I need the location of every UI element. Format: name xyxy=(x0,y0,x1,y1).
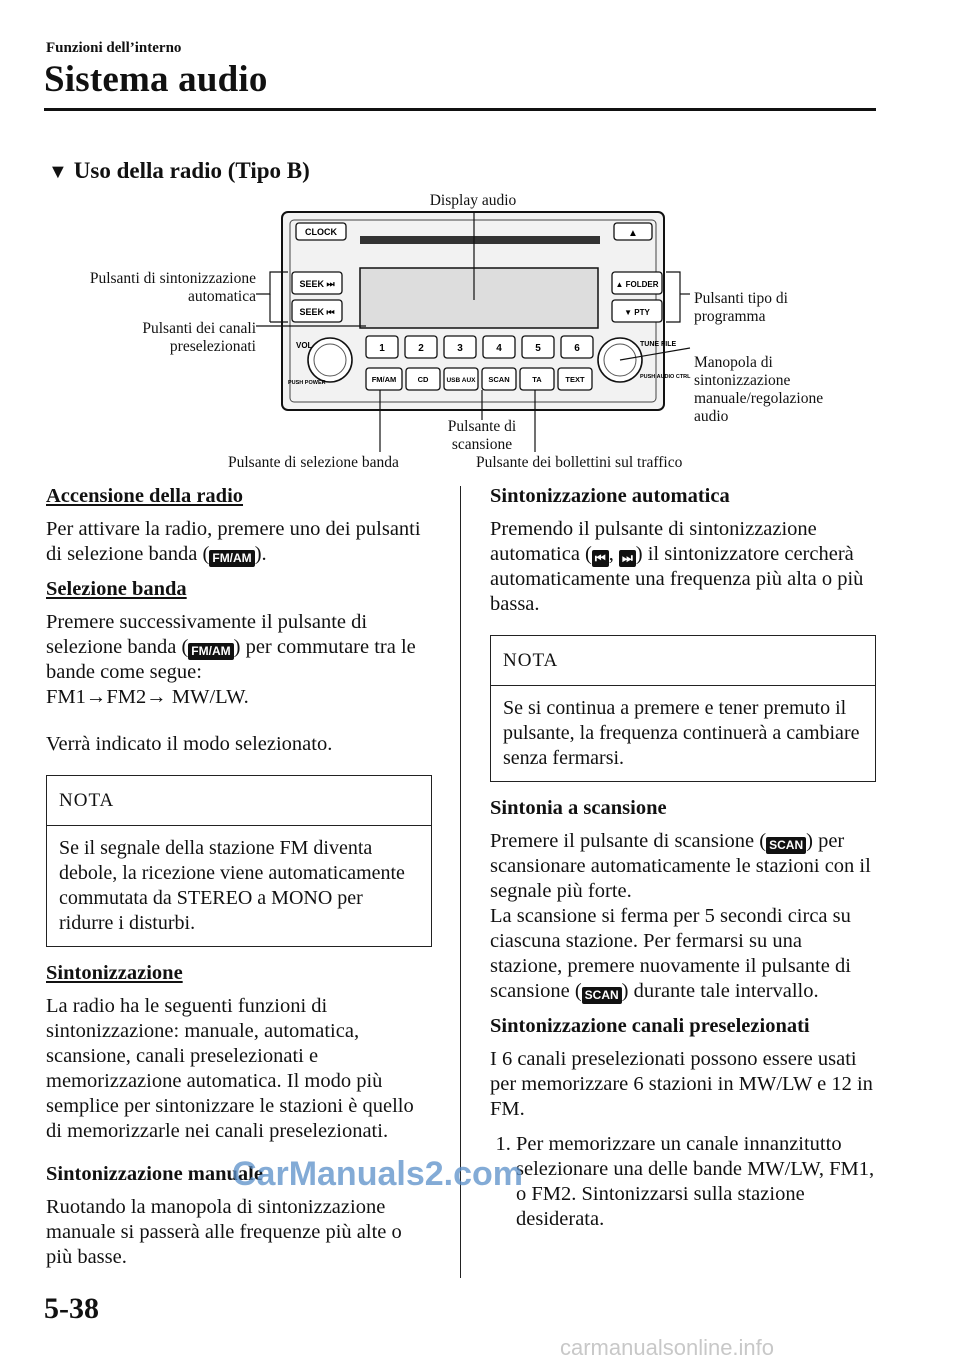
seek-up-label: SEEK ⏭ xyxy=(299,279,335,289)
preset-3-label: 3 xyxy=(457,343,463,354)
preset-6-label: 6 xyxy=(574,343,580,354)
usb-aux-label: USB AUX xyxy=(446,377,476,384)
callout-display: Display audio xyxy=(429,192,517,209)
scan-icon: SCAN xyxy=(582,987,622,1004)
para-banda-mode: Verrà indicato il modo selezionato. xyxy=(46,733,333,755)
callout-ta: Pulsante dei bollettini sul traffico xyxy=(476,454,683,471)
para-sintonizzazione: La radio ha le seguenti funzioni di sintonizzazione: manuale, automatica, scansione, canali preselezionati e memorizzazione automatica. Il modo più semplice per sintonizzare le stazioni è quello di memorizzarle nei canali preselezionati. xyxy=(46,995,414,1142)
vol-label: VOL xyxy=(296,341,313,350)
step-1: 1. Per memorizzare un canale innanzitutto selezionare una delle bande MW/LW, FM1, o FM2. Sintonizzarsi sulla stazione desiderata. xyxy=(516,1132,876,1232)
triangle-marker-icon: ▼ xyxy=(48,161,68,183)
callout-band: Pulsante di selezione banda xyxy=(228,454,399,471)
callout-knob-line2: sintonizzazione xyxy=(694,372,791,389)
callout-scan xyxy=(414,418,550,454)
callout-pty-line2: programma xyxy=(694,308,766,325)
para-banda: Premere successivamente il pulsante di selezione banda ( FM/AM ) per commutare tra le bande come segue: xyxy=(46,611,416,683)
ta-label: TA xyxy=(532,375,542,384)
callout-scan-line1: Pulsante di xyxy=(447,418,517,435)
seek-down-label: SEEK ⏮ xyxy=(299,307,335,317)
seek-back-icon: ⏮ xyxy=(592,550,609,567)
para-preselezionati: I 6 canali preselezionati possono essere usati per memorizzare 6 stazioni in MW/LW e 12 in FM. xyxy=(490,1048,873,1120)
sub-heading-text: Uso della radio (Tipo B) xyxy=(73,158,310,183)
callout-preset-line1: Pulsanti dei canali xyxy=(142,320,256,337)
page-number: 5-38 xyxy=(44,1292,99,1325)
push-audio-ctrl-label: PUSH AUDIO CTRL xyxy=(640,374,691,380)
callout-knob xyxy=(694,354,894,426)
heading-manuale: Sintonizzazione manuale xyxy=(46,1163,263,1185)
title-rule xyxy=(44,108,876,111)
fmam-label: FM/AM xyxy=(371,375,397,384)
seek-forward-icon: ⏭ xyxy=(619,550,636,567)
section-label: Funzioni dell’interno xyxy=(46,40,182,56)
note-box-1 xyxy=(46,775,432,947)
note-box-2 xyxy=(490,635,876,782)
callout-preset xyxy=(20,320,256,356)
callout-knob-line1: Manopola di xyxy=(694,354,773,371)
callout-seek-line2: automatica xyxy=(188,288,256,305)
audio-display xyxy=(360,268,598,328)
footer-watermark: carmanualsonline.info xyxy=(560,1335,775,1360)
note-1-body: Se il segnale della stazione FM diventa debole, la ricezione viene automaticamente commutata da STEREO a MONO per ridurre i disturbi. xyxy=(59,837,405,934)
eject-icon: ▲ xyxy=(628,228,638,239)
heading-scansione: Sintonia a scansione xyxy=(490,797,667,819)
callout-seek-line1: Pulsanti di sintonizzazione xyxy=(89,270,256,287)
callout-scan-line2: scansione xyxy=(451,436,513,453)
preset-5-label: 5 xyxy=(535,343,541,354)
para-accensione: Per attivare la radio, premere uno dei pulsanti di selezione banda ( FM/AM ). xyxy=(46,518,421,565)
note-2-header: NOTA xyxy=(491,636,875,686)
callout-pty xyxy=(694,290,894,326)
right-column xyxy=(490,484,876,1232)
folder-up-label: ▲ FOLDER xyxy=(615,280,659,289)
push-power-label: PUSH POWER xyxy=(288,380,326,386)
callout-preset-line2: preselezionati xyxy=(169,338,256,355)
scan-label: SCAN xyxy=(488,375,510,384)
fmam-icon: FM/AM xyxy=(188,643,233,660)
scan-icon: SCAN xyxy=(766,837,806,854)
fmam-icon: FM/AM xyxy=(209,550,254,567)
heading-accensione: Accensione della radio xyxy=(46,485,244,507)
heading-automatica: Sintonizzazione automatica xyxy=(490,485,730,507)
tune-file-label: TUNE FILE xyxy=(640,341,677,348)
preset-4-label: 4 xyxy=(496,343,502,354)
sub-heading xyxy=(48,158,310,184)
watermark: CarManuals2.com xyxy=(232,1155,523,1193)
band-sequence: FM1→FM2→ MW/LW. xyxy=(46,686,249,708)
cd-label: CD xyxy=(417,375,429,384)
para-automatica: Premendo il pulsante di sintonizzazione automatica ( ⏮ , ⏭ ) il sintonizzatore cercherà automaticamente una frequenza più alta o più bassa. xyxy=(490,518,864,615)
text-label: TEXT xyxy=(565,375,585,384)
para-scansione: Premere il pulsante di scansione ( SCAN ) per scansionare automaticamente le stazioni con il segnale più forte. xyxy=(490,830,871,902)
callout-seek xyxy=(20,270,256,306)
preset-2-label: 2 xyxy=(418,343,424,354)
callout-knob-line3: manuale/regolazione xyxy=(694,390,824,407)
heading-sintonizzazione: Sintonizzazione xyxy=(46,962,183,984)
page-title: Sistema audio xyxy=(44,59,268,100)
preset-1-label: 1 xyxy=(379,343,385,354)
callout-knob-line4: audio xyxy=(694,408,729,425)
para-manuale: Ruotando la manopola di sintonizzazione manuale si passerà alle frequenze più alte o più basse. xyxy=(46,1196,402,1268)
clock-label: CLOCK xyxy=(305,227,337,237)
note-1-header: NOTA xyxy=(47,776,431,826)
cd-slot xyxy=(360,236,600,244)
pty-down-label: ▼ PTY xyxy=(624,308,650,317)
callout-pty-line1: Pulsanti tipo di xyxy=(694,290,788,307)
note-2-body: Se si continua a premere e tener premuto il pulsante, la frequenza continuerà a cambiare senza fermarsi. xyxy=(503,697,860,769)
heading-preselezionati: Sintonizzazione canali preselezionati xyxy=(490,1015,810,1037)
volume-knob xyxy=(308,338,352,382)
steps-list xyxy=(490,1132,876,1232)
heading-banda: Selezione banda xyxy=(46,578,187,600)
para-scansione-2: La scansione si ferma per 5 secondi circa su ciascuna stazione. Per fermarsi su una stazione, premere nuovamente il pulsante di scansione ( SCAN ) durante tale intervallo. xyxy=(490,905,851,1002)
